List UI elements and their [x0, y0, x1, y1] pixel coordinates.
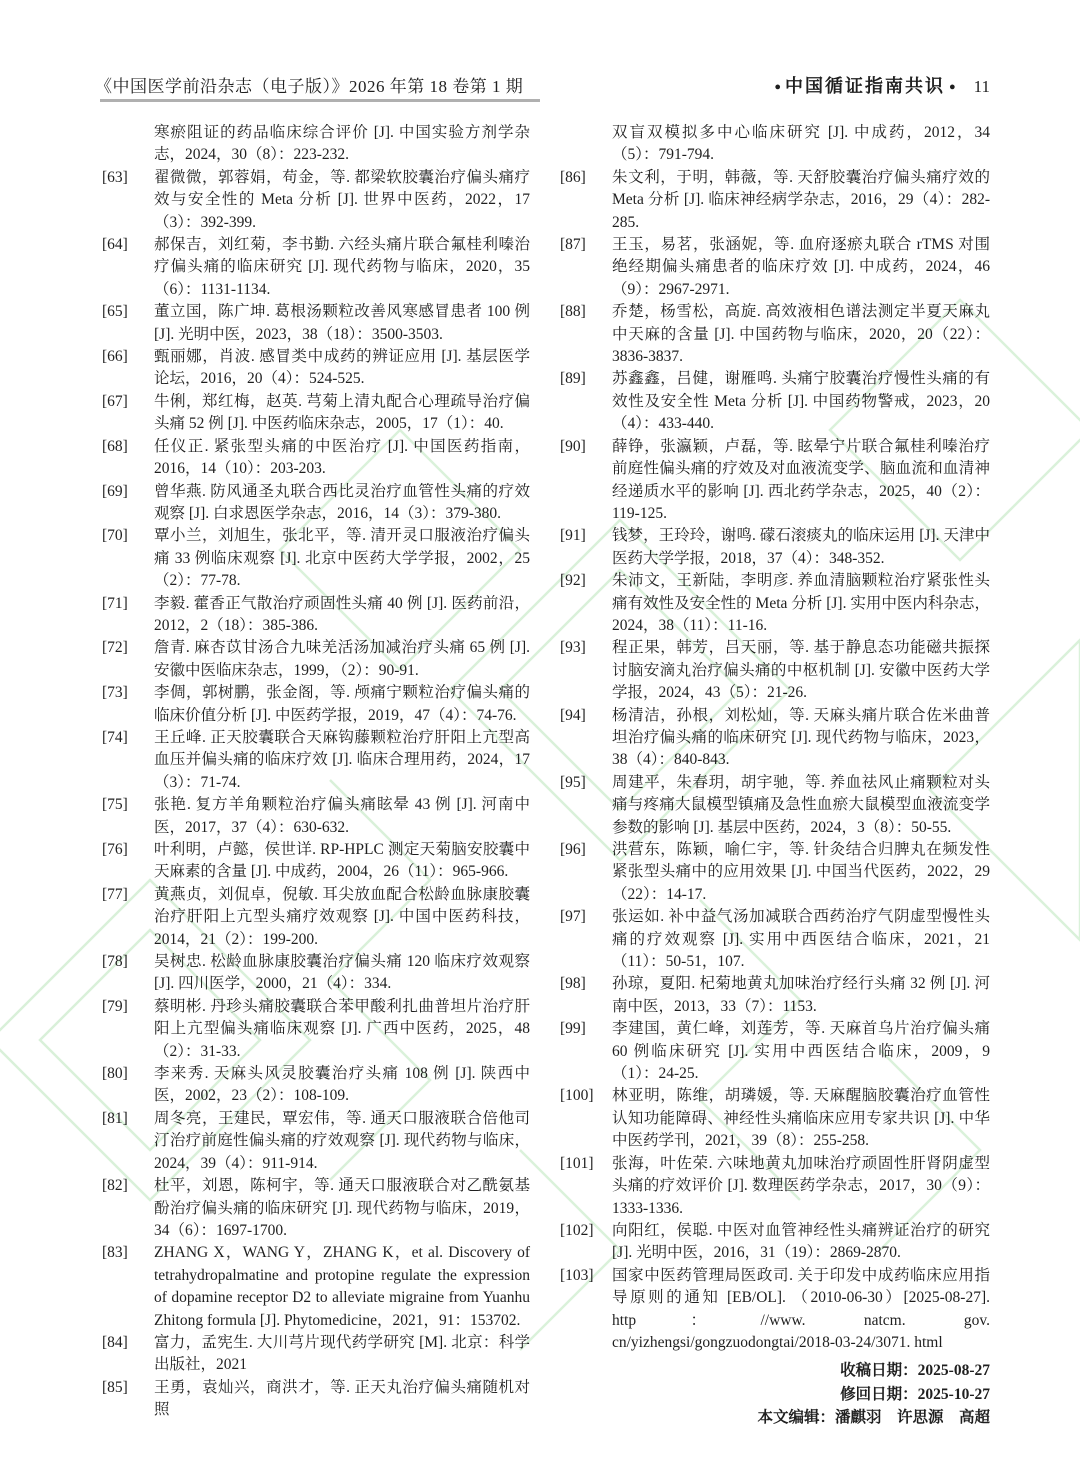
reference-number: [80]	[102, 1065, 128, 1083]
reference-item	[102, 1175, 530, 1242]
reference-item	[560, 1153, 990, 1220]
reference-item	[102, 794, 530, 839]
reference-text: 朱文利，于明，韩薇，等. 天舒胶囊治疗偏头痛疗效的 Meta 分析 [J]. 临床神经病学杂志，2016，29（4）：282-285.	[612, 168, 990, 231]
reference-item	[102, 682, 530, 727]
reference-number: [92]	[560, 572, 586, 590]
reference-text: 翟微微，郭蓉娟，苟金，等. 都梁软胶囊治疗偏头痛疗效与安全性的 Meta 分析 [J]. 世界中医药，2022，17（3）：392-399.	[154, 168, 530, 231]
reference-number: [103]	[560, 1266, 594, 1284]
reference-number: [66]	[102, 348, 128, 366]
reference-number: [99]	[560, 1020, 586, 1038]
page-number: 11	[973, 77, 990, 96]
reference-number: [97]	[560, 908, 586, 926]
reference-text: 李来秀. 天麻头风灵胶囊治疗头痛 108 例 [J]. 陕西中医，2002，23（2）：108-109.	[154, 1065, 530, 1105]
left-column	[102, 122, 530, 1422]
reference-item	[560, 234, 990, 301]
reference-text: 詹青. 麻杏苡甘汤合九味羌活汤加减治疗头痛 65 例 [J]. 安徽中医临床杂志，1999，（2）：90-91.	[154, 639, 530, 679]
reference-text: 向阳红，侯聪. 中医对血管神经性头痛辨证治疗的研究 [J]. 光明中医，2016，31（19）：2869-2870.	[612, 1221, 990, 1262]
reference-number: [78]	[102, 953, 128, 971]
reference-list-right	[560, 167, 990, 1355]
reference-number: [68]	[102, 437, 128, 455]
reference-number: [88]	[560, 303, 586, 321]
reference-text: 苏鑫鑫，吕健，谢雁鸣. 头痛宁胶囊治疗慢性头痛的有效性及安全性 Meta 分析 [J]. 中国药物警戒，2023，20（4）：433-440.	[612, 370, 990, 433]
reference-text: 李建国，黄仁峰，刘莲芳，等. 天麻首乌片治疗偏头痛 60 例临床研究 [J]. 实用中西医结合临床，2009，9（1）：24-25.	[612, 1020, 990, 1083]
reference-number: [63]	[102, 168, 128, 186]
reference-number: [82]	[102, 1177, 128, 1195]
reference-item	[102, 951, 530, 996]
reference-number: [75]	[102, 796, 128, 814]
reference-item	[560, 368, 990, 435]
reference-item	[560, 301, 990, 368]
reference-number: [100]	[560, 1087, 594, 1105]
reference-text: 程正果，韩芳，吕天丽，等. 基于静息态功能磁共振探讨脑安滴丸治疗偏头痛的中枢机制 [J]. 安徽中医药大学学报，2024，43（5）：21-26.	[612, 639, 990, 702]
reference-item	[560, 167, 990, 234]
reference-text: 薛铮，张瀛颖，卢磊，等. 眩晕宁片联合氟桂利嗪治疗前庭性偏头痛的疗效及对血液流变学、脑血流和血清神经递质水平的影响 [J]. 西北药学杂志，2025，40（2）：119-125.	[612, 437, 990, 522]
page-header	[95, 72, 990, 98]
reference-item	[102, 1377, 530, 1422]
reference-item	[560, 570, 990, 637]
reference-text: 周建平，朱春玥，胡宇驰，等. 养血祛风止痛颗粒对头痛与疼痛大鼠模型镇痛及急性血瘀大鼠模型血液流变学参数的影响 [J]. 基层中医药，2024，3（8）：50-55.	[612, 773, 990, 836]
reference-text: 王玉，易茗，张涵妮，等. 血府逐瘀丸联合 rTMS 对围绝经期偏头痛患者的临床疗效 [J]. 中成药，2024，46（9）：2967-2971.	[612, 236, 990, 298]
reference-text: 郝保吉，刘红菊，李书勤. 六经头痛片联合氟桂利嗪治疗偏头痛的临床研究 [J]. 现代药物与临床，2020，35（6）：1131-1134.	[154, 236, 530, 298]
reference-item	[102, 167, 530, 234]
reference-number: [96]	[560, 841, 586, 858]
reference-number: [81]	[102, 1109, 128, 1127]
reference-number: [91]	[560, 527, 586, 545]
reference-text: 孙琼，夏阳. 杞菊地黄丸加味治疗经行头痛 32 例 [J]. 河南中医，2013，33（7）：1153.	[612, 975, 990, 1015]
reference-number: [85]	[102, 1378, 128, 1396]
reference-number: [73]	[102, 684, 128, 702]
reference-text: 富力，孟宪生. 大川芎片现代药学研究 [M]. 北京：科学出版社，2021	[154, 1333, 530, 1374]
reference-number: [67]	[102, 392, 128, 410]
reference-number: [89]	[560, 370, 586, 388]
reference-number: [101]	[560, 1154, 594, 1172]
reference-item	[560, 973, 990, 1018]
reference-item	[102, 234, 530, 301]
reference-text: 钱梦，王玲玲，谢鸣. 礞石滚痰丸的临床运用 [J]. 天津中医药大学学报，2018，37（4）：348-352.	[612, 527, 990, 567]
reference-number: [95]	[560, 773, 586, 791]
reference-text: 国家中医药管理局医政司. 关于印发中成药临床应用指导原则的通知 [EB/OL]. （2010-06-30）[2025-08-27]. http：//www. natcm. gov. cn/yizhengsi/gongzuodongtai/2018-03-24/3071. html	[612, 1266, 990, 1351]
reference-number: [72]	[102, 639, 128, 657]
revised-date: 修回日期：2025-10-27	[840, 1385, 990, 1403]
reference-number: [84]	[102, 1333, 128, 1351]
reference-item	[102, 1063, 530, 1108]
reference-item	[102, 996, 530, 1063]
reference-list-left	[102, 167, 530, 1422]
editors-line: 本文编辑：潘麒羽 许思源 高超	[757, 1409, 990, 1427]
reference-number: [93]	[560, 639, 586, 657]
reference-item	[560, 1018, 990, 1085]
reference-item	[560, 525, 990, 570]
reference-item	[102, 1242, 530, 1332]
reference-text: 洪营东，陈颖，喻仁宇，等. 针灸结合归脾丸在频发性紧张型头痛中的应用效果 [J]. 中国当代医药，2022，29（22）：14-17.	[612, 841, 990, 903]
bullet-left-icon: ●	[774, 81, 781, 93]
reference-item	[102, 593, 530, 638]
reference-item	[560, 436, 990, 526]
reference-text: 李毅. 藿香正气散治疗顽固性头痛 40 例 [J]. 医药前沿，2012，2（18）：385-386.	[154, 594, 530, 634]
reference-text: 曾华燕. 防风通圣丸联合西比灵治疗血管性头痛的疗效观察 [J]. 白求恩医学杂志，2016，14（3）：379-380.	[154, 482, 530, 522]
bullet-right-icon: ●	[948, 81, 956, 93]
reference-item	[102, 1108, 530, 1175]
reference-text: 牛俐，郑红梅，赵英. 芎菊上清丸配合心理疏导治疗偏头痛 52 例 [J]. 中医药临床杂志，2005，17（1）：40.	[154, 392, 530, 433]
header-right	[770, 72, 990, 98]
reference-item	[102, 301, 530, 346]
reference-text: 朱沛文，王新陆，李明彦. 养血清脑颗粒治疗紧张性头痛有效性及安全性的 Meta 分析 [J]. 实用中医内科杂志，2024，38（11）：11-16.	[612, 572, 990, 634]
reference-number: [90]	[560, 437, 586, 455]
reference-text: 张海，叶佐荣. 六味地黄丸加味治疗顽固性肝肾阴虚型头痛的疗效评价 [J]. 数理医药学杂志，2017，30（9）：1333-1336.	[612, 1154, 990, 1217]
reference-item	[560, 1220, 990, 1265]
right-column	[560, 122, 990, 1430]
reference-text: 乔楚，杨雪松，高旋. 高效液相色谱法测定半夏天麻丸中天麻的含量 [J]. 中国药物与临床，2020，20（22）：3836-3837.	[612, 303, 990, 366]
reference-text: 王勇，袁灿兴，商洪才，等. 正天丸治疗偏头痛随机对照	[154, 1378, 530, 1419]
reference-text: 杜平，刘恩，陈柯宇，等. 通天口服液联合对乙酰氨基酚治疗偏头痛的临床研究 [J]. 现代药物与临床，2019，34（6）：1697-1700.	[154, 1177, 530, 1239]
header-rule	[100, 99, 540, 102]
reference-number: [98]	[560, 975, 586, 993]
reference-number: [94]	[560, 706, 586, 724]
reference-text: 吴树忠. 松龄血脉康胶囊治疗偏头痛 120 临床疗效观察 [J]. 四川医学，2000，21（4）：334.	[154, 953, 530, 993]
reference-number: [79]	[102, 997, 128, 1015]
reference-text: 王丘峰. 正天胶囊联合天麻钩藤颗粒治疗肝阳上亢型高血压并偏头痛的临床疗效 [J]. 临床合理用药，2024，17（3）：71-74.	[154, 728, 530, 791]
reference-item	[102, 481, 530, 526]
reference-text: ZHANG X，WANG Y，ZHANG K，et al. Discovery of tetrahydropalmatine and protopine regulate the expression of dopamine receptor D2 to alleviate migraine from Yuanhu Zhitong formula [J]. Phytomedicine，2021，91：153702.	[154, 1244, 530, 1329]
reference-item	[560, 705, 990, 772]
reference-text: 蔡明彬. 丹珍头痛胶囊联合苯甲酸利扎曲普坦片治疗肝阳上亢型偏头痛临床观察 [J]. 广西中医药，2025，48（2）：31-33.	[154, 997, 530, 1060]
reference-text: 李倜，郭树鹏，张金阁，等. 颅痛宁颗粒治疗偏头痛的临床价值分析 [J]. 中医药学报，2019，47（4）：74-76.	[154, 684, 530, 724]
reference-item	[102, 391, 530, 436]
received-date: 收稿日期：2025-08-27	[840, 1362, 990, 1380]
reference-item	[102, 727, 530, 794]
reference-number: [87]	[560, 236, 586, 254]
reference-number: [71]	[102, 594, 128, 612]
reference-text: 张运如. 补中益气汤加减联合西药治疗气阴虚型慢性头痛的疗效观察 [J]. 实用中西医结合临床，2021，21（11）：50-51，107.	[612, 908, 990, 971]
reference-number: [77]	[102, 885, 128, 903]
reference-number: [74]	[102, 728, 128, 746]
reference-number: [102]	[560, 1221, 594, 1239]
reference-item	[102, 884, 530, 951]
reference-text: 叶利明，卢懿，侯世详. RP-HPLC 测定天菊脑安胶囊中天麻素的含量 [J]. 中成药，2004，26（11）：965-966.	[154, 841, 530, 881]
reference-text: 覃小兰，刘旭生，张北平，等. 清开灵口服液治疗偏头痛 33 例临床观察 [J]. 北京中医药大学学报，2002，25（2）：77-78.	[154, 527, 530, 590]
reference-item	[102, 1332, 530, 1377]
reference-item	[102, 346, 530, 391]
continuation-text: 双盲双模拟多中心临床研究 [J]. 中成药，2012，34（5）：791-794.	[612, 124, 990, 164]
reference-number: [76]	[102, 841, 128, 858]
reference-item	[560, 637, 990, 704]
reference-number: [64]	[102, 236, 128, 254]
reference-number: [70]	[102, 527, 128, 545]
reference-text: 杨清洁，孙根，刘松灿，等. 天麻头痛片联合佐米曲普坦治疗偏头痛的临床研究 [J]. 现代药物与临床，2023，38（4）：840-843.	[612, 706, 990, 769]
reference-item	[102, 637, 530, 682]
continuation-text: 寒瘀阻证的药品临床综合评价 [J]. 中国实验方剂学杂志，2024，30（8）：223-232.	[154, 124, 530, 164]
section-title: 中国循证指南共识	[784, 76, 945, 96]
reference-number: [69]	[102, 482, 128, 500]
reference-item	[560, 772, 990, 839]
reference-item	[560, 1085, 990, 1152]
reference-text: 周冬亮，王建民，覃宏伟，等. 通天口服液联合倍他司汀治疗前庭性偏头痛的疗效观察 [J]. 现代药物与临床，2024，39（4）：911-914.	[154, 1109, 530, 1172]
reference-item	[102, 839, 530, 884]
reference-text: 张艳. 复方羊角颗粒治疗偏头痛眩晕 43 例 [J]. 河南中医，2017，37（4）：630-632.	[154, 796, 530, 836]
reference-text: 林亚明，陈维，胡璘媛，等. 天麻醒脑胶囊治疗血管性认知功能障碍、神经性头痛临床应用专家共识 [J]. 中华中医药学刊，2021，39（8）：255-258.	[612, 1087, 990, 1150]
reference-text: 甄丽娜，肖波. 感冒类中成药的辨证应用 [J]. 基层医学论坛，2016，20（4）：524-525.	[154, 348, 530, 388]
reference-number: [83]	[102, 1244, 128, 1262]
reference-text: 董立国，陈广坤. 葛根汤颗粒改善风寒感冒患者 100 例 [J]. 光明中医，2023，38（18）：3500-3503.	[154, 303, 530, 343]
article-footer	[560, 1359, 990, 1430]
reference-text: 任仪正. 紧张型头痛的中医治疗 [J]. 中国医药指南，2016，14（10）：203-203.	[154, 437, 530, 478]
journal-title: 《中国医学前沿杂志（电子版）》2026 年第 18 卷第 1 期	[95, 77, 524, 96]
reference-item	[560, 839, 990, 906]
reference-item	[560, 1265, 990, 1355]
reference-text: 黄燕贞，刘侃卓，倪敏. 耳尖放血配合松龄血脉康胶囊治疗肝阳上亢型头痛疗效观察 [J]. 中国中医药科技，2014，21（2）：199-200.	[154, 885, 530, 948]
reference-number: [86]	[560, 168, 586, 186]
reference-item	[102, 436, 530, 481]
reference-item	[560, 906, 990, 973]
reference-number: [65]	[102, 303, 128, 321]
reference-item	[102, 525, 530, 592]
